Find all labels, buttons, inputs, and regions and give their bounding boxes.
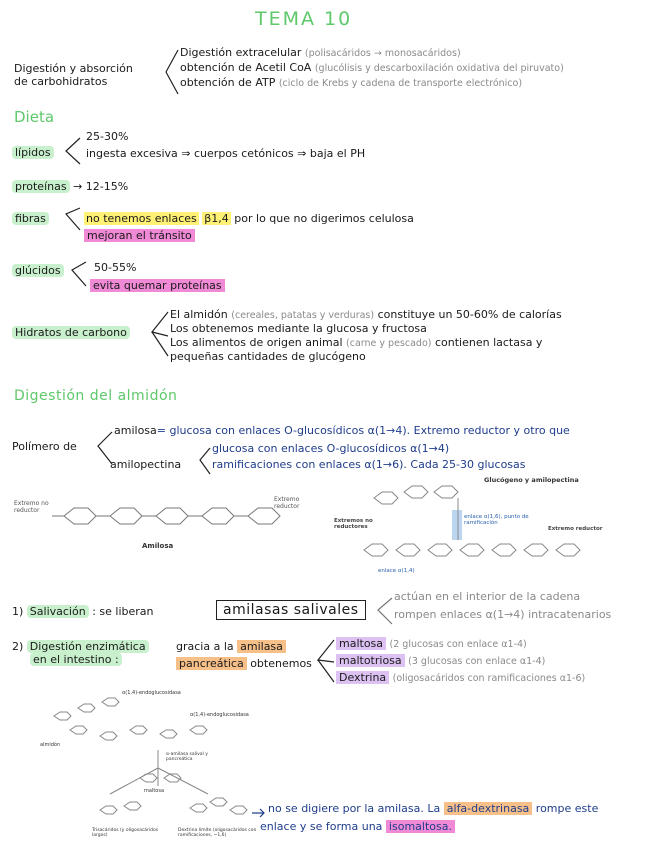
fig-almidon-label: almidón (40, 742, 61, 748)
fibras-b: mejoran el tránsito (84, 229, 195, 242)
amilopectina-a: glucosa con enlaces O-glucosídicos α(1→4) (212, 442, 450, 455)
lipidos-label: lípidos (12, 146, 54, 159)
hidratos-line: pequeñas cantidades de glucógeno (170, 350, 366, 363)
glucidos-a: 50-55% (94, 261, 137, 274)
enzimatica-label (12, 640, 149, 666)
product-item: Dextrina (oligosacáridos con ramificaciones α1-6) (336, 671, 585, 688)
final-arrow (252, 808, 268, 818)
hidratos-line: Los alimentos de origen animal (carne y pescado) contienen lactasa y (170, 336, 543, 349)
fig-trisacaridos-label: Trisacáridos (y oligosacáridos largos) (92, 828, 159, 838)
polimero-label: Polímero de (12, 440, 77, 453)
glycogen-figure (334, 470, 646, 582)
final-note-line2: enlace y se forma una isomaltosa. (260, 820, 455, 833)
salivacion-bracket (374, 596, 394, 626)
fig-amilasa-label: α-amilasa salival y pancreática (166, 752, 208, 762)
dieta-heading: Dieta (14, 108, 55, 126)
glycogen-title: Glucógeno y amilopectina (484, 476, 579, 484)
fig-maltosa-label: maltosa (144, 788, 165, 794)
amilopectina-b: ramificaciones con enlaces α(1→6). Cada 25-30 glucosas (212, 458, 526, 471)
page-title: TEMA 10 (255, 8, 353, 30)
products-list (336, 637, 585, 688)
amilasa-row: gracia a la amilasa (176, 640, 286, 653)
salivacion-box: amilasas salivales (216, 600, 366, 620)
glycogen-branch-label: enlace α(1,6), punto de ramificación (464, 514, 529, 526)
fig-dextrina-label: Dextrina límite (oligosacáridos con ramificaciones, ~1,6) (178, 828, 257, 838)
glycogen-bond-label: enlace α(1,4) (378, 568, 415, 574)
intro-item: Digestión extracelular (polisacáridos → monosacáridos) (180, 46, 461, 59)
amilosa-caption: Amilosa (142, 542, 174, 550)
glucidos-b: evita quemar proteínas (90, 279, 225, 292)
fig-enzyme-label-a: α(1,4)-endoglucosidasa (122, 690, 181, 696)
glycogen-nonreducing-label: Extremos no reductores (334, 518, 373, 530)
enzimatica-line1: 2) Digestión enzimática (12, 640, 149, 653)
salivacion-note-b: rompen enlaces α(1→4) intracatenarios (394, 608, 612, 621)
glycogen-reducing-label: Extremo reductor (548, 526, 603, 532)
proteinas-row: proteínas → 12-15% (12, 180, 128, 193)
hidratos-lines (170, 308, 562, 364)
intro-item: obtención de Acetil CoA (glucólisis y descarboxilación oxidativa del piruvato) (180, 61, 564, 74)
fibras-label: fibras (12, 212, 49, 225)
amilosa-reducing-label: Extremo reductor (274, 496, 300, 510)
products-bracket (314, 638, 336, 684)
intro-list (180, 46, 564, 91)
enzymatic-figure (40, 690, 260, 842)
final-note-line1: no se digiere por la amilasa. La alfa-dextrinasa rompe este (268, 802, 599, 815)
fibras-a: no tenemos enlaces β1,4 por lo que no digerimos celulosa (86, 212, 414, 225)
intro-label (14, 62, 133, 88)
amilosa-chain-diagram (12, 486, 312, 550)
amilosa-nonreducing-label: Extremo no reductor (14, 500, 49, 514)
almidon-heading: Digestión del almidón (14, 388, 178, 404)
hidratos-line: El almidón (cereales, patatas y verduras) constituye un 50-60% de calorías (170, 308, 562, 321)
intro-item: obtención de ATP (ciclo de Krebs y cadena de transporte electrónico) (180, 76, 523, 89)
enzimatica-line2: en el intestino : (12, 653, 149, 666)
fibras-bracket (62, 206, 82, 232)
hidratos-bracket (146, 310, 170, 362)
product-item: maltosa (2 glucosas con enlace α1-4) (336, 637, 585, 654)
amilopectina-bracket (196, 446, 212, 476)
amilopectina-label: amilopectina (110, 458, 182, 471)
salivacion-note-a: actúan en el interior de la cadena (394, 590, 581, 603)
hidratos-label: Hidratos de carbono (12, 326, 130, 339)
product-item: maltotriosa (3 glucosas con enlace α1-4) (336, 654, 585, 671)
glucidos-bracket (68, 260, 88, 288)
hidratos-line: Los obtenemos mediante la glucosa y fructosa (170, 322, 427, 335)
glucidos-label: glúcidos (12, 264, 64, 277)
lipidos-b: ingesta excesiva ⇒ cuerpos cetónicos ⇒ baja el PH (86, 147, 366, 160)
pancreatica-row: pancreática obtenemos (176, 657, 312, 670)
salivacion-row: 1) Salivación : se liberan (12, 605, 154, 618)
intro-label-line1: Digestión y absorción (14, 62, 133, 75)
lipidos-bracket (62, 136, 82, 166)
intro-label-line2: de carbohidratos (14, 75, 108, 88)
intro-bracket (160, 48, 180, 98)
amilosa-figure (12, 486, 312, 556)
fig-enzyme-label-b: α(1,4)-endoglucosidasa (190, 712, 249, 718)
lipidos-a: 25-30% (86, 130, 129, 143)
amilosa-row: amilosa= glucosa con enlaces O-glucosídicos α(1→4). Extremo reductor y otro que (114, 424, 570, 437)
